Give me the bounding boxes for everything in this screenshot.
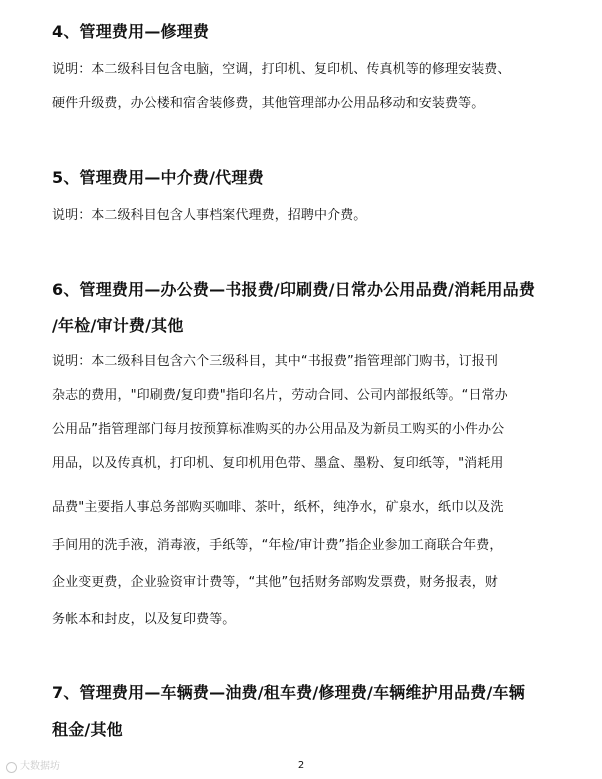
section-4-body-line-2: 硬件升级费，办公楼和宿舍装修费，其他管理部办公用品移动和安装费等。	[52, 96, 485, 111]
section-7-heading-line-1: 7、管理费用—车辆费—油费/租车费/修理费/车辆维护用品费/车辆	[52, 683, 525, 702]
watermark-text: 大数据坊	[20, 761, 60, 772]
section-6-heading-line-1: 6、管理费用—办公费—书报费/印刷费/日常办公用品费/消耗用品费	[52, 280, 536, 299]
section-7-heading-line-2: 租金/其他	[52, 720, 123, 739]
section-6-body-line-8: 务帐本和封皮，以及复印费等。	[52, 612, 236, 627]
section-4-body-line-1: 说明：本二级科目包含电脑，空调，打印机、复印机、传真机等的修理安装费、	[52, 62, 511, 77]
section-6-body-line-6: 手间用的洗手液，消毒液，手纸等，“年检/审计费”指企业参加工商联合年费，	[52, 538, 503, 553]
page-number: 2	[297, 760, 305, 771]
section-6-body-line-2: 杂志的费用，"印刷费/复印费"指印名片，劳动合同、公司内部报纸等。“日常办	[52, 388, 508, 403]
section-6-body-line-3: 公用品”指管理部门每月按预算标准购买的办公用品及为新员工购买的小件办公	[52, 422, 505, 437]
section-6-body-line-5: 品费"主要指人事总务部购买咖啡、茶叶，纸杯，纯净水，矿泉水，纸巾以及洗	[52, 500, 504, 515]
section-5-heading: 5、管理费用—中介费/代理费	[52, 168, 264, 187]
section-6-body-line-7: 企业变更费，企业验资审计费等，“其他”包括财务部购发票费，财务报表，财	[52, 575, 498, 590]
section-6-heading-line-2: /年检/审计费/其他	[52, 316, 184, 335]
section-5-body-line-1: 说明：本二级科目包含人事档案代理费，招聘中介费。	[52, 208, 367, 223]
section-6-body-line-1: 说明：本二级科目包含六个三级科目，其中“书报费”指管理部门购书，订报刊	[52, 354, 498, 369]
section-4-heading: 4、管理费用—修理费	[52, 22, 210, 41]
section-6-body-line-4: 用品，以及传真机，打印机、复印机用色带、墨盒、墨粉、复印纸等，"消耗用	[52, 456, 504, 471]
